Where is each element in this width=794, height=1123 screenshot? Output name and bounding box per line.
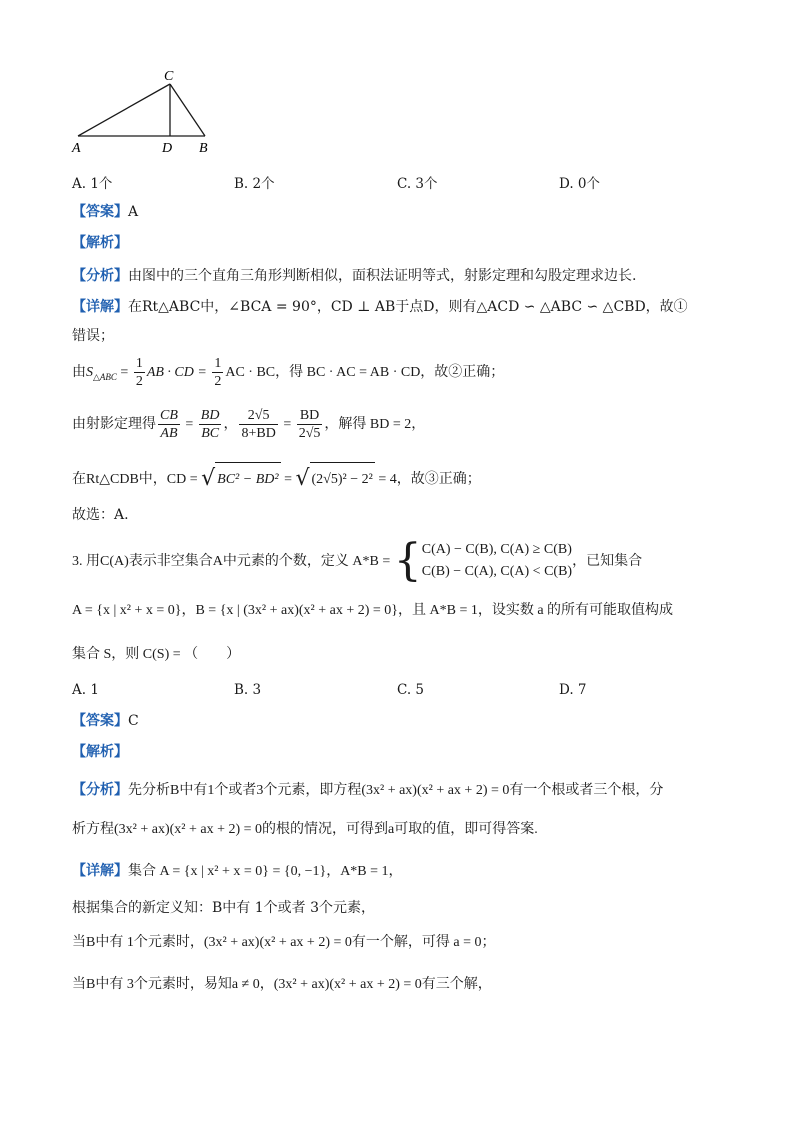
q2-detail-line-1	[72, 297, 688, 317]
pythag-eq: =	[280, 472, 296, 487]
q2-detail-1b: 错误；	[72, 328, 114, 344]
q2-projection-line: 由射影定理得 $\frac{CB}{AB}$ = $\frac{BD}{BC}$ ， $\frac{2√5}{8+BD}$ = $\frac{BD}{2√5}$ ，解得 BD = 2，	[72, 407, 426, 441]
q3-stem-line-1	[72, 535, 643, 586]
q3-analysis-line	[72, 742, 128, 762]
side-cb	[170, 84, 205, 136]
label-c: C	[164, 69, 174, 84]
q3-answer-line	[72, 711, 139, 731]
q3-option-c: C. 5	[397, 682, 425, 698]
label-d: D	[162, 141, 173, 156]
sqrt-2: (2√5)² − 2²	[310, 462, 375, 497]
q2-pythag-line: 在Rt△CDB中，CD = √ BC² − BD² = √ (2√5)² − 2² = 4，故③正确；	[72, 462, 481, 497]
q3-detail-line-2: 根据集合的新定义知：B中有 1个或者 3个元素，	[72, 900, 376, 916]
analysis-tag: 【解析】	[72, 235, 128, 251]
q2-detail-1a: 在Rt△ABC中，∠BCA = 90°，CD ⊥ AB于点D，则有△ACD ∽ △ABC ∽ △CBD，故①	[128, 299, 688, 315]
q2-fenxi-line	[72, 266, 636, 286]
q3-stem-line-3: 集合 S，则 C(S) = （ ）	[72, 647, 241, 662]
q3-stem-1a: 3. 用C(A)表示非空集合A中元素的个数，定义 A*B =	[72, 554, 394, 569]
q3-detail-line-1	[72, 861, 403, 882]
q3-stem-1b: ，已知集合	[572, 553, 643, 569]
q2-answer: A	[128, 204, 139, 220]
q2-analysis-line	[72, 233, 128, 253]
answer-tag: 【答案】	[72, 204, 128, 220]
fraction-bd-2sqrt5: $\frac{BD}{2√5}$	[298, 407, 321, 441]
q3-fenxi-line-1	[72, 780, 663, 801]
q2-detail-line-1b	[72, 326, 114, 346]
projection-post: ，解得 BD = 2，	[324, 417, 426, 432]
q2-conclusion: 故选：A.	[72, 507, 129, 523]
pythag-pre: 在Rt△CDB中，CD =	[72, 472, 202, 487]
detail-tag: 【详解】	[72, 863, 128, 879]
cases-brace: {	[393, 535, 422, 586]
q2-fenxi-text: 由图中的三个直角三角形判断相似，面积法证明等式，射影定理和勾股定理求边长.	[128, 268, 637, 284]
q3-fenxi-line-2: 析方程(3x² + ax)(x² + ax + 2) = 0的根的情况，可得到a可取的值，即可得答案.	[72, 822, 538, 837]
fenxi-tag: 【分析】	[72, 268, 128, 284]
fenxi-tag: 【分析】	[72, 782, 128, 798]
detail-tag: 【详解】	[72, 299, 128, 315]
q2-area-line	[72, 352, 504, 397]
q3-option-b: B. 3	[234, 682, 262, 698]
label-b: B	[199, 141, 208, 156]
q2-area-pre: 由	[72, 364, 86, 380]
fraction-cb-ab: $\frac{CB}{AB}$	[160, 407, 178, 441]
area-sub: △ABC	[93, 371, 117, 382]
q2-option-a: A. 1个	[72, 176, 113, 192]
q3-option-d: D. 7	[559, 682, 587, 698]
q2-option-c: C. 3个	[397, 176, 438, 192]
pythag-post: = 4，故③正确；	[374, 472, 481, 487]
q3-detail-line-4: 当B中有 3个元素时，易知a ≠ 0，(3x² + ax)(x² + ax + 2) = 0有三个解，	[72, 977, 492, 992]
q2-option-d: D. 0个	[559, 176, 601, 192]
area-mid-1: AB · CD =	[146, 365, 211, 380]
triangle-figure	[68, 66, 228, 156]
answer-tag: 【答案】	[72, 713, 128, 729]
q3-answer: C	[128, 713, 139, 729]
q3-stem-line-2: A = {x | x² + x = 0}，B = {x | (3x² + ax)(x² + ax + 2) = 0}，且 A*B = 1，设实数 a 的所有可能取值构成	[72, 603, 674, 618]
side-ac	[78, 84, 170, 136]
q3-option-a: A. 1	[72, 682, 99, 698]
half-fraction-2: $\frac{1}{2}$	[214, 355, 222, 389]
q2-answer-line	[72, 202, 138, 222]
analysis-tag: 【解析】	[72, 744, 128, 760]
q3-fenxi-1: 先分析B中有1个或者3个元素，即方程(3x² + ax)(x² + ax + 2) = 0有一个根或者三个根，分	[128, 783, 664, 798]
projection-sep: ，	[223, 416, 238, 432]
label-a: A	[72, 141, 81, 156]
q2-option-b: B. 2个	[234, 176, 275, 192]
fraction-2sqrt5-8bd: $\frac{2√5}{8+BD}$	[241, 407, 276, 441]
half-fraction-1: $\frac{1}{2}$	[135, 355, 143, 389]
area-mid-2: AC · BC，得 BC · AC = AB · CD，故②正确；	[225, 365, 505, 380]
area-eq: =	[116, 365, 132, 380]
q3-detail-line-3: 当B中有 1个元素时，(3x² + ax)(x² + ax + 2) = 0有一个解，可得 a = 0；	[72, 935, 496, 950]
definition-cases: C(A) − C(B), C(A) ≥ C(B) C(B) − C(A), C(A) < C(B)	[421, 542, 573, 579]
fraction-bd-bc: $\frac{BD}{BC}$	[200, 407, 220, 441]
area-s: S	[86, 365, 93, 380]
q3-detail-1: 集合 A = {x | x² + x = 0} = {0, −1}，A*B = 1，	[128, 864, 403, 879]
projection-pre: 由射影定理得	[72, 416, 156, 432]
sqrt-1: BC² − BD²	[215, 462, 280, 497]
